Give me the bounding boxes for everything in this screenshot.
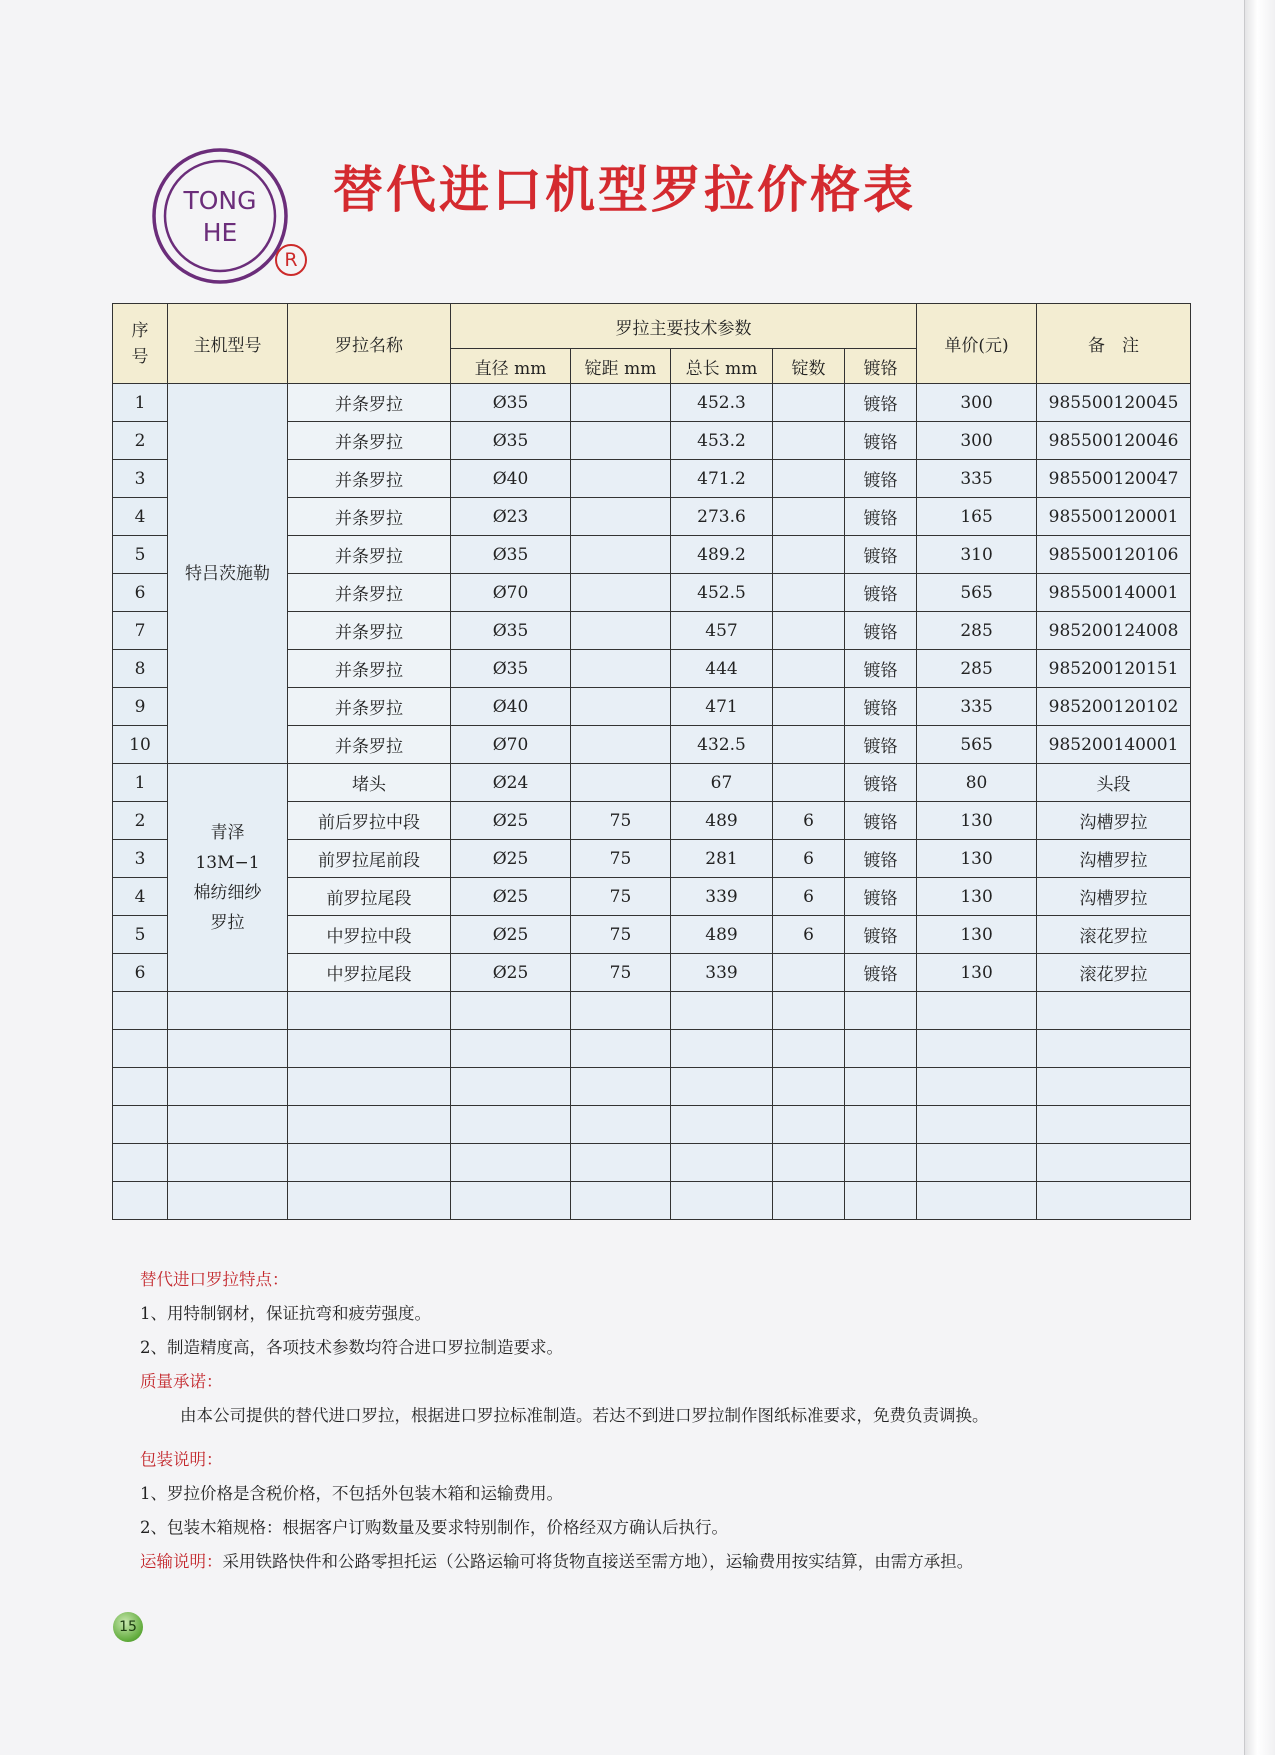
spindles-cell (773, 384, 845, 422)
empty-cell (845, 1106, 917, 1144)
plating-cell: 镀铬 (845, 916, 917, 954)
empty-cell (1037, 1182, 1191, 1220)
row-index-cell: 8 (113, 650, 168, 688)
length-cell: 281 (671, 840, 773, 878)
roller-name-cell: 前后罗拉中段 (288, 802, 451, 840)
empty-cell (288, 992, 451, 1030)
diameter-cell: Ø25 (451, 840, 571, 878)
empty-cell (451, 1106, 571, 1144)
empty-cell (671, 1068, 773, 1106)
price-cell: 565 (917, 726, 1037, 764)
plating-cell: 镀铬 (845, 840, 917, 878)
empty-row (113, 1106, 1191, 1144)
empty-cell (571, 992, 671, 1030)
price-cell: 80 (917, 764, 1037, 802)
empty-cell (917, 992, 1037, 1030)
remark-cell: 985200120102 (1037, 688, 1191, 726)
page-title: 替代进口机型罗拉价格表 (333, 161, 916, 219)
roller-name-cell: 并条罗拉 (288, 574, 451, 612)
empty-row (113, 1144, 1191, 1182)
length-cell: 444 (671, 650, 773, 688)
empty-cell (168, 1106, 288, 1144)
roller-name-cell: 中罗拉中段 (288, 916, 451, 954)
remark-cell: 头段 (1037, 764, 1191, 802)
spacing-cell (571, 536, 671, 574)
empty-cell (571, 1030, 671, 1068)
spindles-cell (773, 498, 845, 536)
length-cell: 452.3 (671, 384, 773, 422)
price-cell: 335 (917, 460, 1037, 498)
price-cell: 300 (917, 384, 1037, 422)
model-line: 棉纺细纱 (193, 882, 262, 903)
plating-cell: 镀铬 (845, 574, 917, 612)
roller-name-cell: 并条罗拉 (288, 498, 451, 536)
empty-cell (917, 1144, 1037, 1182)
empty-cell (671, 1182, 773, 1220)
empty-cell (917, 1068, 1037, 1106)
price-cell: 165 (917, 498, 1037, 536)
length-cell: 471 (671, 688, 773, 726)
logo-text-line1: TONG (183, 186, 257, 215)
row-index-cell: 6 (113, 954, 168, 992)
price-cell: 130 (917, 840, 1037, 878)
remark-cell: 985500120045 (1037, 384, 1191, 422)
empty-cell (845, 1182, 917, 1220)
model-line: 13M−1 (195, 852, 260, 873)
row-index-cell: 5 (113, 916, 168, 954)
empty-cell (671, 1030, 773, 1068)
plating-cell: 镀铬 (845, 498, 917, 536)
remark-cell: 滚花罗拉 (1037, 916, 1191, 954)
empty-cell (451, 1144, 571, 1182)
header-diameter: 直径 mm (451, 349, 571, 384)
diameter-cell: Ø25 (451, 802, 571, 840)
empty-cell (113, 1144, 168, 1182)
empty-cell (288, 1106, 451, 1144)
packing-item-2: 2、包装木箱规格：根据客户订购数量及要求特别制作，价格经双方确认后执行。 (140, 1518, 728, 1537)
row-index-cell: 10 (113, 726, 168, 764)
company-logo (150, 146, 290, 286)
price-cell: 300 (917, 422, 1037, 460)
diameter-cell: Ø25 (451, 878, 571, 916)
logo-text-line2: HE (202, 218, 238, 247)
shipping-text: 采用铁路快件和公路零担托运（公路运输可将货物直接送至需方地），运输费用按实结算，由需方承担。 (222, 1552, 974, 1571)
notes-section (140, 1258, 1200, 1572)
diameter-cell: Ø70 (451, 726, 571, 764)
empty-cell (671, 1144, 773, 1182)
roller-name-cell: 堵头 (288, 764, 451, 802)
spindles-cell (773, 612, 845, 650)
diameter-cell: Ø25 (451, 916, 571, 954)
plating-cell: 镀铬 (845, 650, 917, 688)
page-edge (1244, 0, 1275, 1755)
row-index-cell: 5 (113, 536, 168, 574)
spacing-cell (571, 574, 671, 612)
registered-mark-icon: R (275, 244, 307, 276)
price-cell: 130 (917, 802, 1037, 840)
row-index-cell: 1 (113, 384, 168, 422)
header-spacing: 锭距 mm (571, 349, 671, 384)
empty-cell (773, 992, 845, 1030)
price-table (112, 303, 1191, 1220)
spacing-cell (571, 650, 671, 688)
price-cell: 335 (917, 688, 1037, 726)
remark-cell: 滚花罗拉 (1037, 954, 1191, 992)
table-row (113, 384, 1191, 422)
empty-cell (773, 1030, 845, 1068)
diameter-cell: Ø35 (451, 384, 571, 422)
header-remark: 备 注 (1037, 304, 1191, 384)
spindles-cell (773, 764, 845, 802)
empty-row (113, 992, 1191, 1030)
roller-name-cell: 前罗拉尾段 (288, 878, 451, 916)
empty-cell (671, 992, 773, 1030)
plating-cell: 镀铬 (845, 726, 917, 764)
quality-text: 由本公司提供的替代进口罗拉，根据进口罗拉标准制造。若达不到进口罗拉制作图纸标准要求，免费负责调换。 (180, 1406, 989, 1425)
empty-cell (168, 1144, 288, 1182)
roller-name-cell: 并条罗拉 (288, 650, 451, 688)
empty-cell (917, 1182, 1037, 1220)
spindles-cell (773, 460, 845, 498)
spacing-cell: 75 (571, 802, 671, 840)
empty-cell (1037, 992, 1191, 1030)
model-cell (168, 764, 288, 992)
row-index-cell: 3 (113, 460, 168, 498)
header-params-group: 罗拉主要技术参数 (451, 304, 917, 349)
length-cell: 432.5 (671, 726, 773, 764)
empty-cell (113, 1030, 168, 1068)
features-heading: 替代进口罗拉特点： (140, 1270, 289, 1289)
spacing-cell (571, 384, 671, 422)
model-line: 青泽 (210, 822, 245, 843)
spacing-cell (571, 764, 671, 802)
header-plating: 镀铬 (845, 349, 917, 384)
length-cell: 273.6 (671, 498, 773, 536)
empty-cell (288, 1144, 451, 1182)
spindles-cell (773, 650, 845, 688)
empty-cell (288, 1068, 451, 1106)
spindles-cell (773, 574, 845, 612)
plating-cell: 镀铬 (845, 688, 917, 726)
spacing-cell: 75 (571, 916, 671, 954)
remark-cell: 985200140001 (1037, 726, 1191, 764)
length-cell: 453.2 (671, 422, 773, 460)
header-model: 主机型号 (168, 304, 288, 384)
price-cell: 565 (917, 574, 1037, 612)
remark-cell: 985200124008 (1037, 612, 1191, 650)
empty-cell (1037, 1030, 1191, 1068)
row-index-cell: 1 (113, 764, 168, 802)
roller-name-cell: 并条罗拉 (288, 612, 451, 650)
empty-cell (1037, 1106, 1191, 1144)
header-length: 总长 mm (671, 349, 773, 384)
empty-row (113, 1068, 1191, 1106)
empty-cell (917, 1030, 1037, 1068)
price-cell: 285 (917, 650, 1037, 688)
empty-cell (845, 1068, 917, 1106)
empty-cell (845, 1030, 917, 1068)
empty-cell (451, 1030, 571, 1068)
empty-cell (1037, 1144, 1191, 1182)
spacing-cell: 75 (571, 878, 671, 916)
header-index: 序号 (113, 304, 168, 384)
plating-cell: 镀铬 (845, 764, 917, 802)
empty-cell (168, 992, 288, 1030)
roller-name-cell: 前罗拉尾前段 (288, 840, 451, 878)
diameter-cell: Ø40 (451, 688, 571, 726)
logo-rings (150, 146, 290, 286)
remark-cell: 985500120106 (1037, 536, 1191, 574)
empty-row (113, 1182, 1191, 1220)
header-name: 罗拉名称 (288, 304, 451, 384)
packing-heading: 包装说明： (140, 1450, 223, 1469)
empty-cell (451, 1068, 571, 1106)
spacing-cell (571, 612, 671, 650)
remark-cell: 985200120151 (1037, 650, 1191, 688)
plating-cell: 镀铬 (845, 802, 917, 840)
roller-name-cell: 并条罗拉 (288, 460, 451, 498)
row-index-cell: 6 (113, 574, 168, 612)
length-cell: 489 (671, 802, 773, 840)
empty-cell (168, 1068, 288, 1106)
shipping-heading: 运输说明： (140, 1552, 223, 1571)
row-index-cell: 4 (113, 878, 168, 916)
price-cell: 310 (917, 536, 1037, 574)
empty-cell (571, 1068, 671, 1106)
length-cell: 471.2 (671, 460, 773, 498)
model-line: 罗拉 (210, 912, 245, 933)
feature-item-2: 2、制造精度高，各项技术参数均符合进口罗拉制造要求。 (140, 1338, 563, 1357)
row-index-cell: 2 (113, 422, 168, 460)
spindles-cell (773, 688, 845, 726)
empty-cell (571, 1106, 671, 1144)
empty-cell (1037, 1068, 1191, 1106)
plating-cell: 镀铬 (845, 422, 917, 460)
remark-cell: 985500120046 (1037, 422, 1191, 460)
page-number: 15 (113, 1612, 143, 1642)
roller-name-cell: 并条罗拉 (288, 422, 451, 460)
diameter-cell: Ø40 (451, 460, 571, 498)
empty-cell (845, 1144, 917, 1182)
spindles-cell: 6 (773, 878, 845, 916)
empty-cell (168, 1182, 288, 1220)
spacing-cell (571, 726, 671, 764)
length-cell: 489.2 (671, 536, 773, 574)
remark-cell: 985500120047 (1037, 460, 1191, 498)
price-cell: 130 (917, 916, 1037, 954)
quality-heading: 质量承诺： (140, 1372, 223, 1391)
empty-cell (113, 1182, 168, 1220)
row-index-cell: 2 (113, 802, 168, 840)
spacing-cell (571, 422, 671, 460)
roller-name-cell: 中罗拉尾段 (288, 954, 451, 992)
price-cell: 130 (917, 878, 1037, 916)
spindles-cell: 6 (773, 840, 845, 878)
empty-cell (571, 1182, 671, 1220)
empty-row (113, 1030, 1191, 1068)
length-cell: 452.5 (671, 574, 773, 612)
diameter-cell: Ø35 (451, 612, 571, 650)
spacing-cell (571, 688, 671, 726)
spindles-cell (773, 536, 845, 574)
price-cell: 130 (917, 954, 1037, 992)
empty-cell (451, 1182, 571, 1220)
empty-cell (288, 1182, 451, 1220)
diameter-cell: Ø24 (451, 764, 571, 802)
remark-cell: 沟槽罗拉 (1037, 878, 1191, 916)
roller-name-cell: 并条罗拉 (288, 536, 451, 574)
remark-cell: 985500140001 (1037, 574, 1191, 612)
empty-cell (773, 1068, 845, 1106)
plating-cell: 镀铬 (845, 536, 917, 574)
length-cell: 489 (671, 916, 773, 954)
empty-cell (451, 992, 571, 1030)
empty-cell (113, 1068, 168, 1106)
row-index-cell: 3 (113, 840, 168, 878)
roller-name-cell: 并条罗拉 (288, 384, 451, 422)
length-cell: 67 (671, 764, 773, 802)
empty-cell (845, 992, 917, 1030)
spindles-cell (773, 954, 845, 992)
plating-cell: 镀铬 (845, 384, 917, 422)
plating-cell: 镀铬 (845, 460, 917, 498)
empty-cell (571, 1144, 671, 1182)
diameter-cell: Ø25 (451, 954, 571, 992)
roller-name-cell: 并条罗拉 (288, 688, 451, 726)
header-price: 单价(元) (917, 304, 1037, 384)
diameter-cell: Ø23 (451, 498, 571, 536)
spacing-cell: 75 (571, 840, 671, 878)
header-spindles: 锭数 (773, 349, 845, 384)
empty-cell (917, 1106, 1037, 1144)
length-cell: 457 (671, 612, 773, 650)
row-index-cell: 9 (113, 688, 168, 726)
length-cell: 339 (671, 878, 773, 916)
empty-cell (773, 1106, 845, 1144)
diameter-cell: Ø35 (451, 422, 571, 460)
empty-cell (168, 1030, 288, 1068)
diameter-cell: Ø35 (451, 536, 571, 574)
plating-cell: 镀铬 (845, 954, 917, 992)
empty-cell (773, 1182, 845, 1220)
empty-cell (773, 1144, 845, 1182)
roller-name-cell: 并条罗拉 (288, 726, 451, 764)
spindles-cell: 6 (773, 802, 845, 840)
spindles-cell: 6 (773, 916, 845, 954)
empty-cell (671, 1106, 773, 1144)
row-index-cell: 4 (113, 498, 168, 536)
spacing-cell (571, 498, 671, 536)
row-index-cell: 7 (113, 612, 168, 650)
empty-cell (113, 1106, 168, 1144)
packing-item-1: 1、罗拉价格是含税价格，不包括外包装木箱和运输费用。 (140, 1484, 563, 1503)
spindles-cell (773, 422, 845, 460)
price-cell: 285 (917, 612, 1037, 650)
feature-item-1: 1、用特制钢材，保证抗弯和疲劳强度。 (140, 1304, 431, 1323)
remark-cell: 985500120001 (1037, 498, 1191, 536)
plating-cell: 镀铬 (845, 878, 917, 916)
empty-cell (113, 992, 168, 1030)
plating-cell: 镀铬 (845, 612, 917, 650)
diameter-cell: Ø35 (451, 650, 571, 688)
length-cell: 339 (671, 954, 773, 992)
table-row (113, 764, 1191, 802)
spacing-cell: 75 (571, 954, 671, 992)
spindles-cell (773, 726, 845, 764)
diameter-cell: Ø70 (451, 574, 571, 612)
empty-cell (288, 1030, 451, 1068)
remark-cell: 沟槽罗拉 (1037, 802, 1191, 840)
model-cell: 特吕茨施勒 (168, 384, 288, 764)
remark-cell: 沟槽罗拉 (1037, 840, 1191, 878)
spacing-cell (571, 460, 671, 498)
